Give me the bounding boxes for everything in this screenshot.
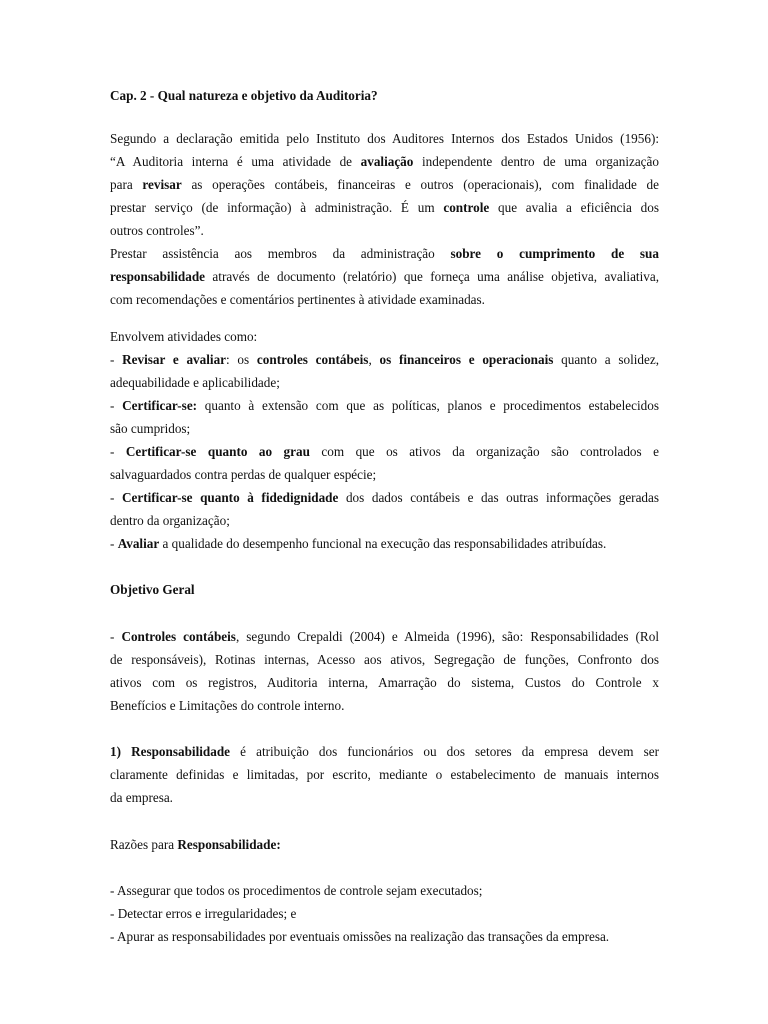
atividades-heading: Envolvem atividades como: [110,329,258,344]
list-item: - Certificar-se quanto ao grau com que os ativos da organização são controlados e [110,444,659,459]
chapter-title: Cap. 2 - Qual natureza e objetivo da Auditoria? [110,88,378,103]
list-item: - Assegurar que todos os procedimentos de controle sejam executados; [110,883,483,898]
list-item: - Detectar erros e irregularidades; e [110,906,297,921]
intro-paragraph: Segundo a declaração emitida pelo Instituto dos Auditores Internos dos Estados Unidos (1956): “A Auditoria interna é uma atividade de avaliação independente dentro de uma organização para revisar as operações contábeis, financeiras e outros (operacionais), com finalidade de prestar serviço (de informação) à administração. É um controle que avalia a eficiência dos outros controles”. [110,131,659,238]
prestar-paragraph: Prestar assistência aos membros da administração sobre o cumprimento de sua responsabilidade através de documento (relatório) que forneça uma análise objetiva, avaliativa, com recomendações e comentários pertinentes à atividade examinadas. [110,246,659,307]
list-item: - Revisar e avaliar: os controles contábeis, os financeiros e operacionais quanto a solidez, [110,352,660,367]
section-heading-objetivo: Objetivo Geral [110,582,195,597]
razoes-list [110,879,659,948]
atividades-list: Envolvem atividades como: - Revisar e avaliar: os controles contábeis, os financeiros e operacionais quanto a solidez, adequabilidade e aplicabilidade; - Certificar-se: quanto à extensão com que as políticas, planos e procedimentos estabelecidos são cumpridos; - Certificar-se quanto ao grau com que os ativos da organização são controlados e salvaguardados contra perdas de qualquer espécie; - Certificar-se quanto à fidedignidade dos dados contábeis e das outras informações geradas dentro da organização; - Avaliar a qualidade do desempenho funcional na execução das responsabilidades atribuídas. [110,325,659,555]
controles-paragraph: - Controles contábeis, segundo Crepaldi (2004) e Almeida (1996), são: Responsabilidades (Rol de responsáveis), Rotinas internas, Acesso aos ativos, Segregação de funções, Confronto dos ativos com os registros, Auditoria interna, Amarração do sistema, Custos do Controle x Benefícios e Limitações do controle interno. [110,629,659,713]
list-item: - Avaliar a qualidade do desempenho funcional na execução das responsabilidades atribuídas. [110,536,607,551]
list-item: - Apurar as responsabilidades por eventuais omissões na realização das transações da empresa. [110,929,610,944]
razoes-heading: Razões para Responsabilidade: [110,837,281,852]
responsabilidade-paragraph: 1) Responsabilidade é atribuição dos funcionários ou dos setores da empresa devem ser claramente definidas e limitadas, por escrito, mediante o estabelecimento de manuais internos da empresa. [110,744,659,805]
list-item: - Certificar-se: quanto à extensão com que as políticas, planos e procedimentos estabelecidos [110,398,659,413]
list-item: - Certificar-se quanto à fidedignidade dos dados contábeis e das outras informações geradas [110,490,659,505]
